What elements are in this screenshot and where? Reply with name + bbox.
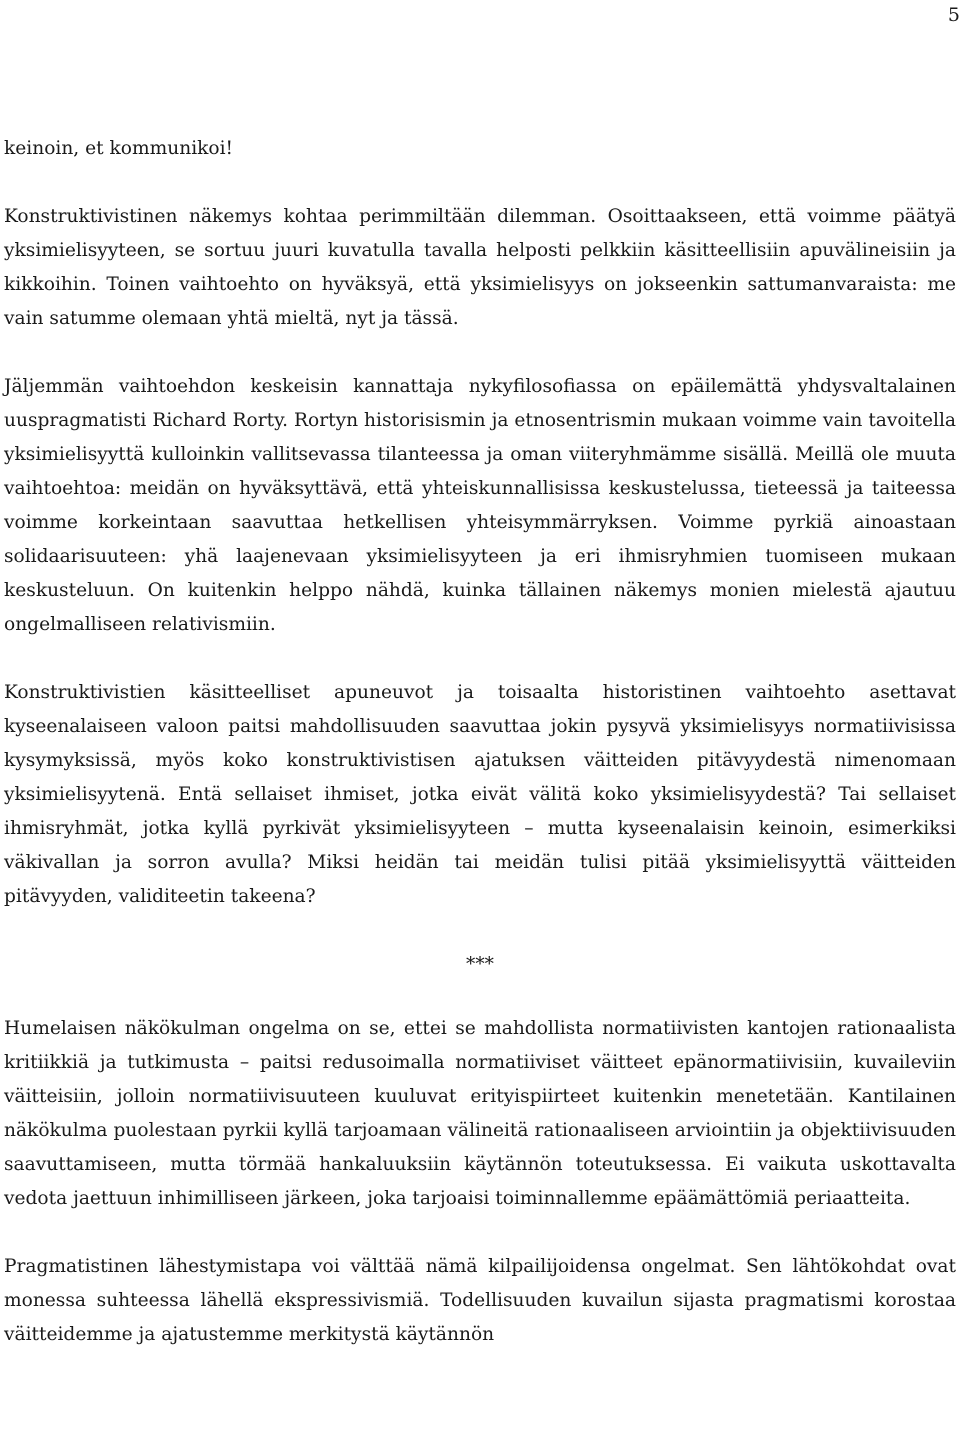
paragraph-3: Jäljemmän vaihtoehdon keskeisin kannattaja nykyfilosofiassa on epäilemättä yhdysvaltalainen uuspragmatisti Richard Rorty. Rortyn historisismin ja etnosentrismin mukaan voimme vain tavoitella yksimielisyyttä kulloinkin vallitsevassa tilanteessa ja oman viiteryhmämme sisällä. Meillä ole muuta vaihtoehtoa: meidän on hyväksyttävä, että yhteiskunnallisissa keskustelussa, tieteessä ja taiteessa voimme korkeintaan saavuttaa hetkellisen yhteisymmärryksen. Voimme pyrkiä ainoastaan solidaarisuuteen: yhä laajenevaan yksimielisyyteen ja eri ihmisryhmien tuomiseen mukaan keskusteluun. On kuitenkin helppo nähdä, kuinka tällainen näkemys monien mielestä ajautuu ongelmalliseen relativismiin. xyxy=(4,376,956,635)
paragraph-6: Pragmatistinen lähestymistapa voi välttää nämä kilpailijoidensa ongelmat. Sen lähtökohdat ovat monessa suhteessa lähellä ekspressivismiä. Todellisuuden kuvailun sijasta pragmatismi korostaa väitteidemme ja ajatustemme merkitystä käytännön xyxy=(4,1256,956,1345)
paragraph-1: keinoin, et kommunikoi! xyxy=(4,138,234,159)
page-number: 5 xyxy=(947,4,960,26)
document-body xyxy=(4,132,956,1352)
paragraph-5: Humelaisen näkökulman ongelma on se, ettei se mahdollista normatiivisten kantojen rationaalista kritiikkiä ja tutkimusta – paitsi redusoimalla normatiiviset väitteet epänormatiivisiin, kuvaileviin väitteisiin, jolloin normatiivisuuteen kuuluvat erityispiirteet kuitenkin menetetään. Kantilainen näkökulma puolestaan pyrkii kyllä tarjoamaan välineitä rationaaliseen arviointiin ja objektiivisuuden saavuttamiseen, mutta törmää hankaluuksiin käytännön toteutuksessa. Ei vaikuta uskottavalta vedota jaettuun inhimilliseen järkeen, joka tarjoaisi toiminnallemme epäämättömiä periaatteita. xyxy=(4,1018,956,1209)
paragraph-2: Konstruktivistinen näkemys kohtaa perimmiltään dilemman. Osoittaakseen, että voimme päätyä yksimielisyyteen, se sortuu juuri kuvatulla tavalla helposti pelkkiin käsitteellisiin apuvälineisiin ja kikkoihin. Toinen vaihtoehto on hyväksyä, että yksimielisyys on jokseenkin sattumanvaraista: me vain satumme olemaan yhtä mieltä, nyt ja tässä. xyxy=(4,206,956,329)
section-separator: *** xyxy=(466,954,494,975)
paragraph-4: Konstruktivistien käsitteelliset apuneuvot ja toisaalta historistinen vaihtoehto asettavat kyseenalaiseen valoon paitsi mahdollisuuden saavuttaa jokin pysyvä yksimielisyys normatiivisissa kysymyksissä, myös koko konstruktivistisen ajatuksen väitteiden pitävyydestä nimenomaan yksimielisyytenä. Entä sellaiset ihmiset, jotka eivät välitä koko yksimielisyydestä? Tai sellaiset ihmisryhmät, jotka kyllä pyrkivät yksimielisyyteen – mutta kyseenalaisin keinoin, esimerkiksi väkivallan ja sorron avulla? Miksi heidän tai meidän tulisi pitää yksimielisyyttä väitteiden pitävyyden, validiteetin takeena? xyxy=(4,682,956,907)
